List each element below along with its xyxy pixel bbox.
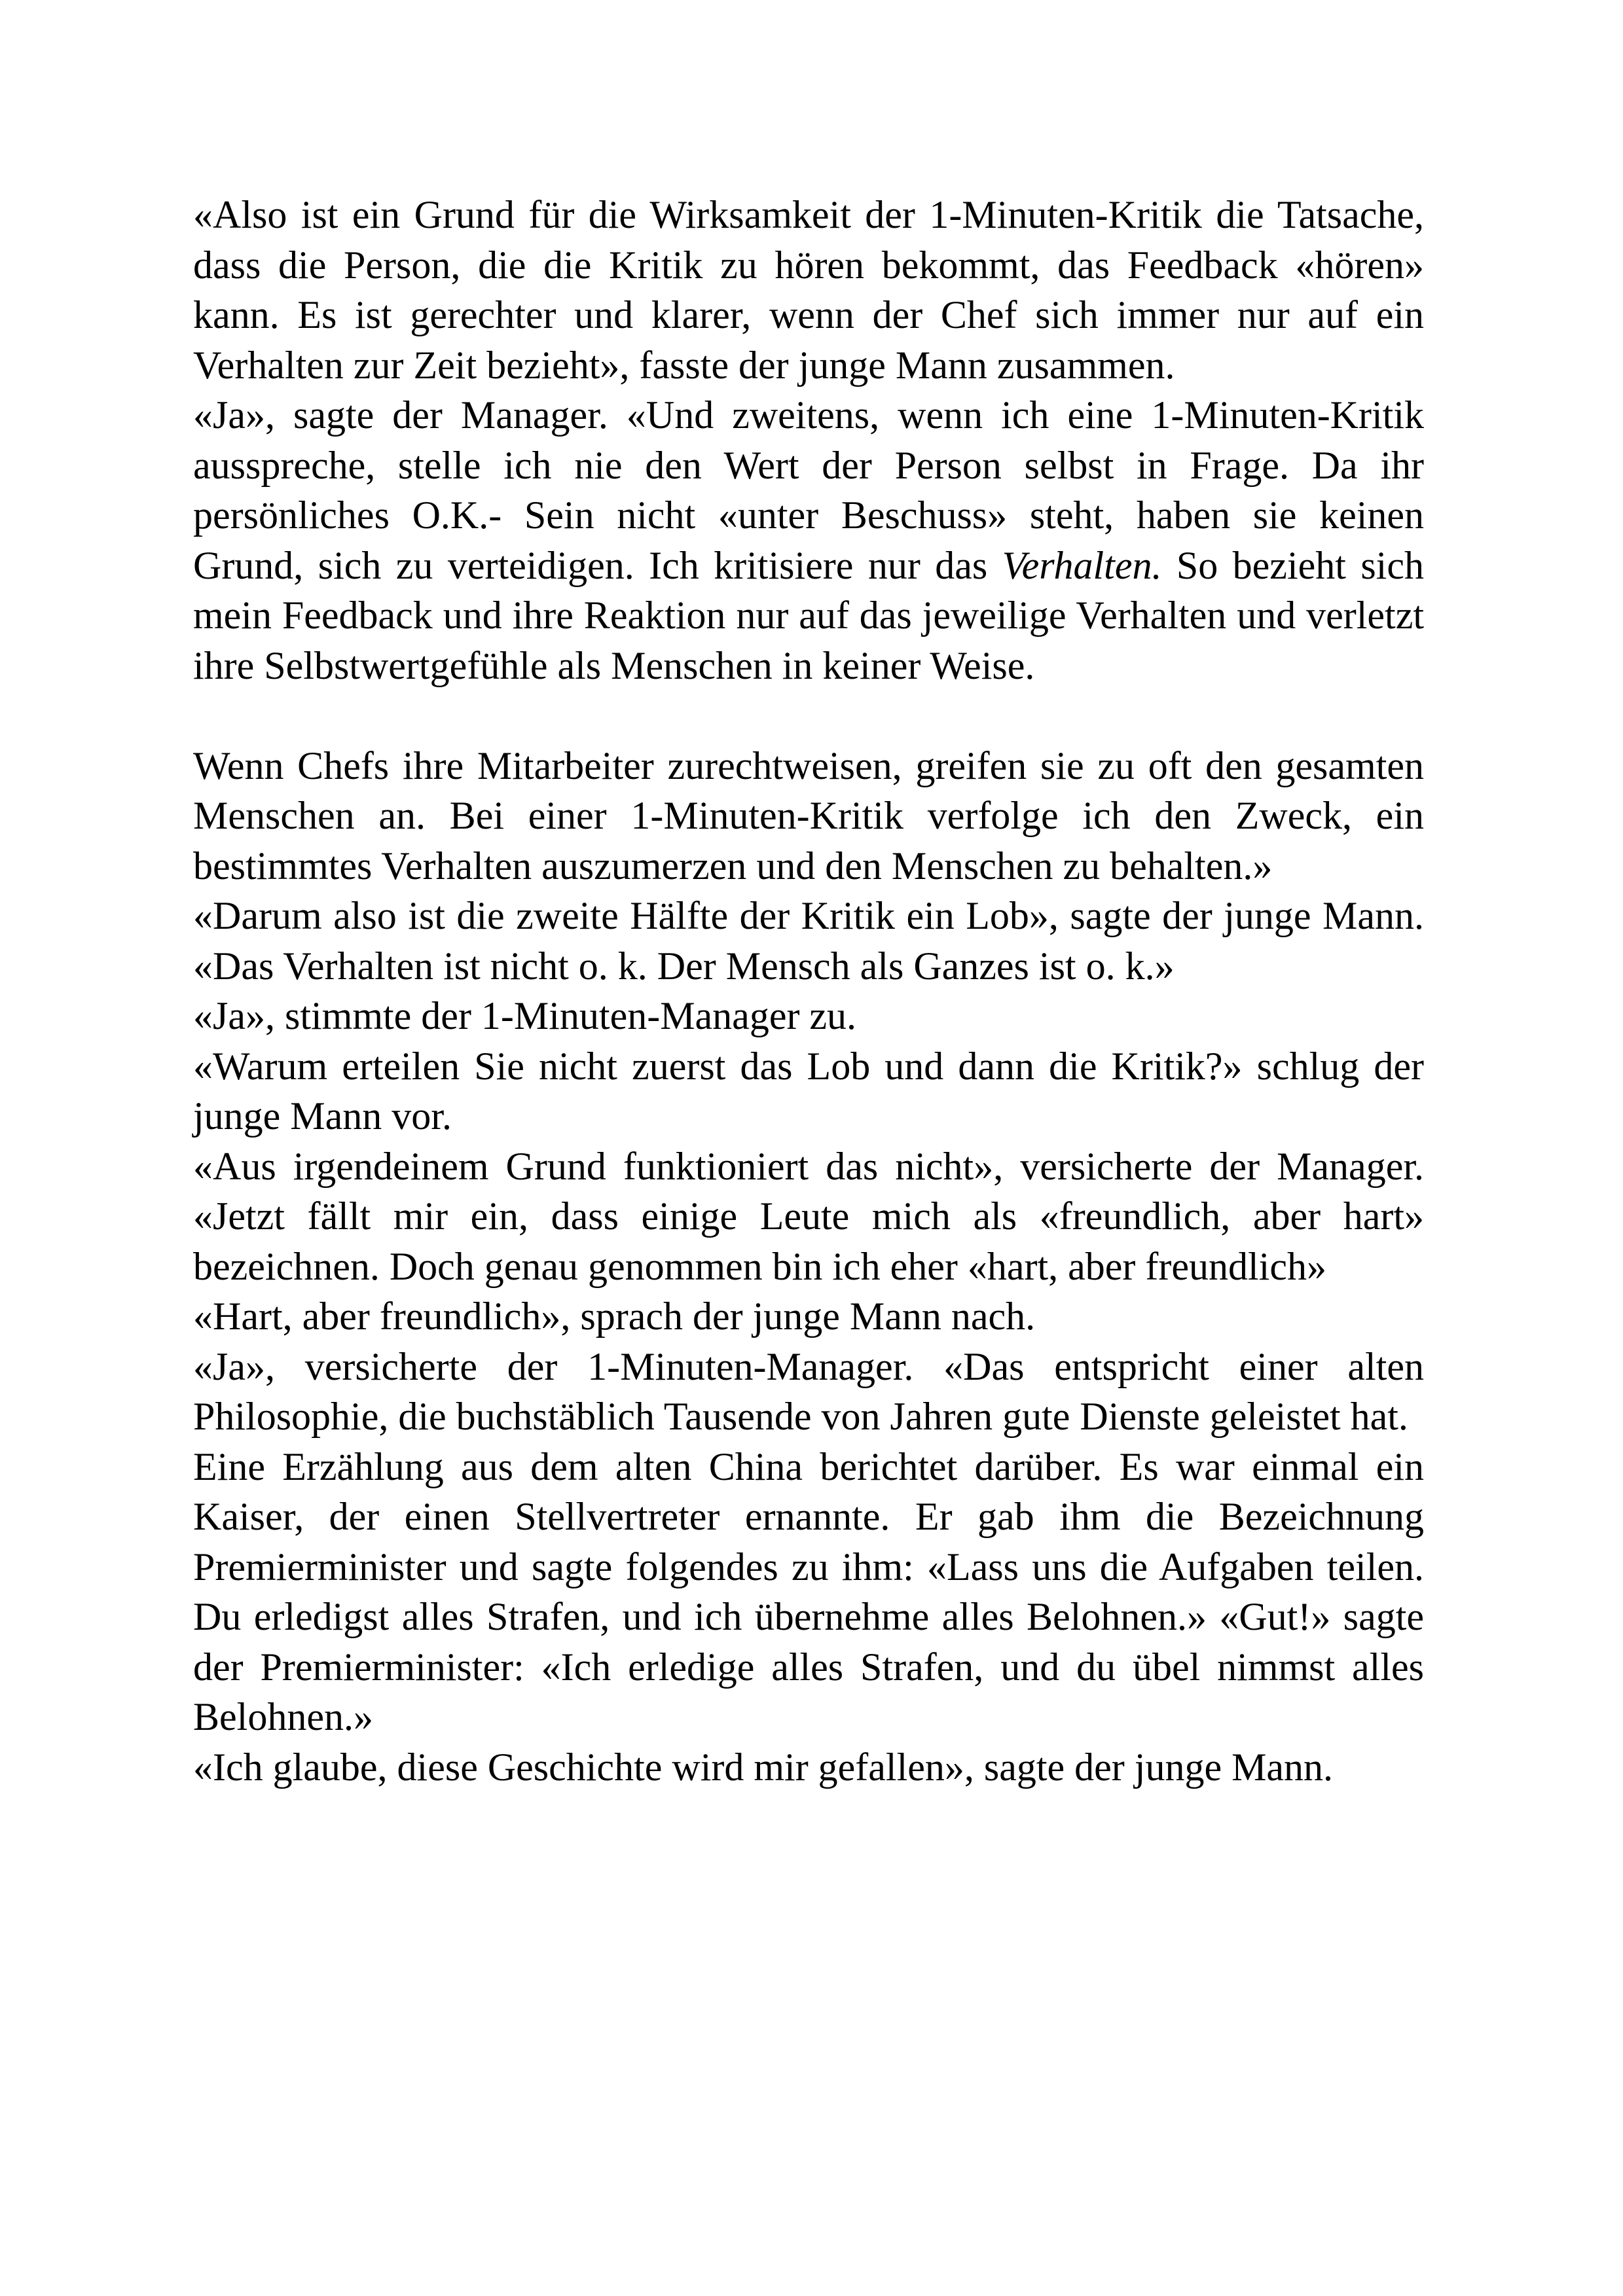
paragraph-1: «Also ist ein Grund für die Wirksamkeit der 1-Minuten-Kritik die Tatsache, dass die Person, die die Kritik zu hören bekommt, das Feedback «hören» kann. Es ist gerechter und klarer, wenn der Chef sich immer nur auf ein Verhalten zur Zeit bezieht», fasste der junge Mann zusammen.: [193, 193, 1424, 387]
paragraph-2-italic-word: Verhalten.: [1002, 543, 1162, 587]
paragraph-4: «Darum also ist die zweite Hälfte der Kritik ein Lob», sagte der junge Mann. «Das Verhalten ist nicht o. k. Der Mensch als Ganzes ist o. k.»: [193, 894, 1424, 988]
paragraph-11: «Ich glaube, diese Geschichte wird mir gefallen», sagte der junge Mann.: [193, 1745, 1334, 1789]
paragraph-5: «Ja», stimmte der 1-Minuten-Manager zu.: [193, 994, 857, 1037]
paragraph-7: «Aus irgendeinem Grund funktioniert das nicht», versicherte der Manager. «Jetzt fällt mir ein, dass einige Leute mich als «freundlich, aber hart» bezeichnen. Doch genau genommen bin ich eher «hart, aber freundlich»: [193, 1144, 1424, 1288]
paragraph-3: Wenn Chefs ihre Mitarbeiter zurechtweisen, greifen sie zu oft den gesamten Menschen an. Bei einer 1-Minuten-Kritik verfolge ich den Zweck, ein bestimmtes Verhalten auszumerzen und den Menschen zu behalten.»: [193, 744, 1424, 888]
paragraph-10: Eine Erzählung aus dem alten China berichtet darüber. Es war einmal ein Kaiser, der einen Stellvertreter ernannte. Er gab ihm die Bezeichnung Premierminister und sagte folgendes zu ihm: «Lass uns die Aufgaben teilen. Du erledigst alles Strafen, und ich übernehme alles Belohnen.» «Gut!» sagte der Premierminister: «Ich erledige alles Strafen, und du übel nimmst alles Belohnen.»: [193, 1444, 1424, 1738]
paragraph-6: «Warum erteilen Sie nicht zuerst das Lob und dann die Kritik?» schlug der junge Mann vor.: [193, 1044, 1424, 1138]
paragraph-8: «Hart, aber freundlich», sprach der junge Mann nach.: [193, 1295, 1036, 1338]
paragraph-2: [193, 390, 1424, 691]
paragraph-9: «Ja», versicherte der 1-Minuten-Manager. «Das entspricht einer alten Philosophie, die buchstäblich Tausende von Jahren gute Dienste geleistet hat.: [193, 1344, 1424, 1438]
document-page: [193, 190, 1424, 1792]
paragraph-2-text-start: «Ja», sagte der Manager. «Und zweitens, wenn ich eine 1-Minuten-Kritik ausspreche, stelle ich nie den Wert der Person selbst in Frage. Da ihr persönliches O.K.- Sein nicht «unter Beschuss» steht, haben sie keinen Grund, sich zu verteidigen. Ich kritisiere nur das: [193, 393, 1424, 587]
paragraph-2-text-end: So bezieht sich mein Feedback und ihre Reaktion nur auf das jeweilige Verhalten und verletzt ihre Selbstwertgefühle als Menschen in keiner Weise.: [193, 543, 1424, 687]
